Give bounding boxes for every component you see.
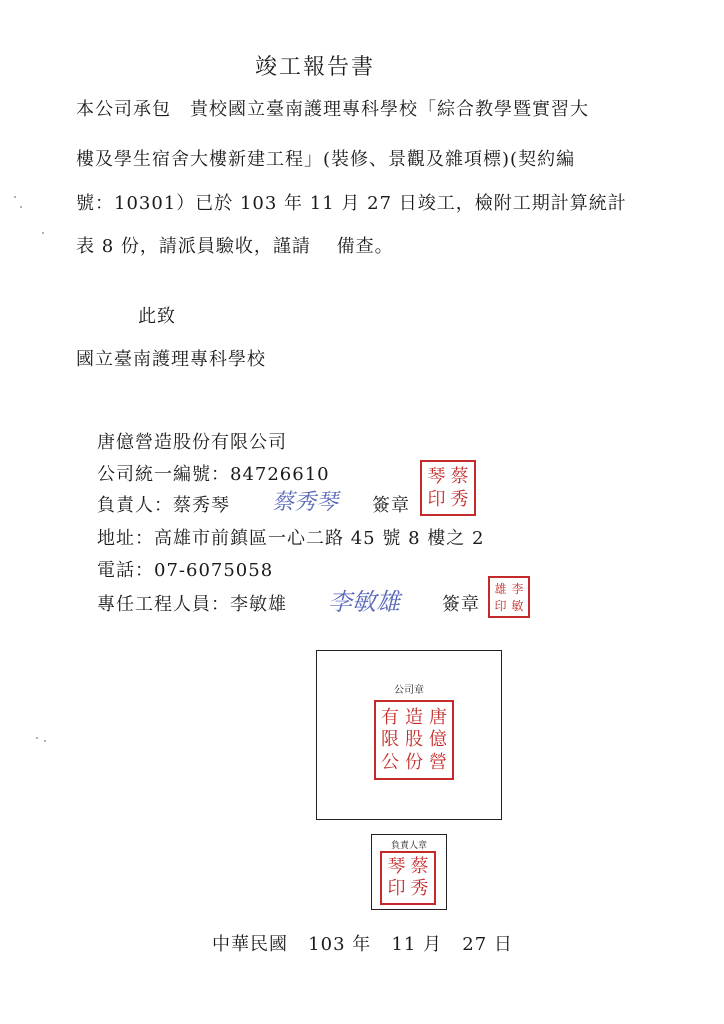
company-address: 地址：高雄市前鎮區一心二路 45 號 8 樓之 2 bbox=[97, 528, 485, 549]
company-name: 唐億營造股份有限公司 bbox=[97, 432, 287, 453]
company-seal-box bbox=[316, 650, 502, 820]
seal-char: 份 bbox=[405, 752, 423, 774]
date-era: 中華民國 bbox=[212, 934, 288, 955]
date-year: 103 bbox=[308, 934, 346, 955]
seal-char: 有 bbox=[381, 706, 399, 728]
seal-char: 雄 bbox=[494, 581, 507, 596]
seal-char: 印 bbox=[387, 878, 406, 899]
salutation: 此致 bbox=[138, 306, 176, 327]
body-line-2: 樓及學生宿舍大樓新建工程」(裝修、景觀及雜項標)(契約編 bbox=[76, 149, 576, 170]
scan-speck bbox=[20, 206, 22, 208]
company-seal-label: 公司章 bbox=[394, 685, 424, 696]
seal-char: 琴 bbox=[427, 465, 446, 487]
company-tax-id: 公司統一編號：84726610 bbox=[97, 464, 330, 485]
seal-char: 限 bbox=[381, 729, 399, 751]
date-month-unit: 月 bbox=[423, 934, 443, 955]
seal-char: 敏 bbox=[511, 598, 524, 613]
owner-box-seal bbox=[380, 851, 436, 905]
seal-char: 億 bbox=[429, 729, 447, 751]
recipient: 國立臺南護理專科學校 bbox=[76, 349, 266, 370]
owner-seal bbox=[420, 460, 476, 516]
seal-char: 蔡 bbox=[410, 856, 429, 877]
engineer-sign-label: 簽章 bbox=[442, 594, 480, 615]
seal-char: 造 bbox=[405, 706, 423, 728]
date-day: 27 bbox=[462, 934, 488, 955]
company-phone: 電話：07-6075058 bbox=[97, 560, 274, 581]
seal-char: 琴 bbox=[387, 856, 406, 877]
company-seal bbox=[374, 700, 454, 780]
body-line-3: 號：10301）已於 103 年 11 月 27 日竣工，檢附工期計算統計 bbox=[76, 193, 627, 214]
date-year-unit: 年 bbox=[352, 934, 372, 955]
date-line bbox=[212, 930, 513, 956]
seal-char: 秀 bbox=[450, 488, 469, 510]
seal-char: 營 bbox=[429, 752, 447, 774]
date-month: 11 bbox=[391, 934, 417, 955]
seal-char: 秀 bbox=[410, 878, 429, 899]
scan-speck bbox=[44, 740, 46, 742]
seal-char: 股 bbox=[405, 729, 423, 751]
document-title: 竣工報告書 bbox=[254, 55, 375, 80]
company-owner: 負責人：蔡秀琴 bbox=[97, 495, 230, 516]
owner-signature: 蔡秀琴 bbox=[272, 490, 339, 515]
owner-sign-label: 簽章 bbox=[372, 495, 410, 516]
date-day-unit: 日 bbox=[493, 934, 513, 955]
scan-speck bbox=[36, 737, 38, 739]
scan-speck bbox=[14, 196, 16, 198]
engineer-signature: 李敏雄 bbox=[328, 588, 400, 616]
seal-char: 公 bbox=[381, 752, 399, 774]
seal-char: 唐 bbox=[429, 706, 447, 728]
owner-seal-box bbox=[371, 834, 447, 910]
body-line-4: 表 8 份，請派員驗收，謹請 備查。 bbox=[76, 236, 394, 257]
body-line-1: 本公司承包 貴校國立臺南護理專科學校「綜合教學暨實習大 bbox=[76, 99, 589, 120]
seal-char: 李 bbox=[511, 581, 524, 596]
owner-box-label: 負責人章 bbox=[390, 841, 427, 851]
company-engineer: 專任工程人員：李敏雄 bbox=[97, 594, 287, 615]
seal-char: 蔡 bbox=[450, 465, 469, 487]
engineer-seal bbox=[488, 576, 530, 618]
scan-speck bbox=[42, 232, 44, 234]
seal-char: 印 bbox=[427, 488, 446, 510]
seal-char: 印 bbox=[494, 598, 507, 613]
